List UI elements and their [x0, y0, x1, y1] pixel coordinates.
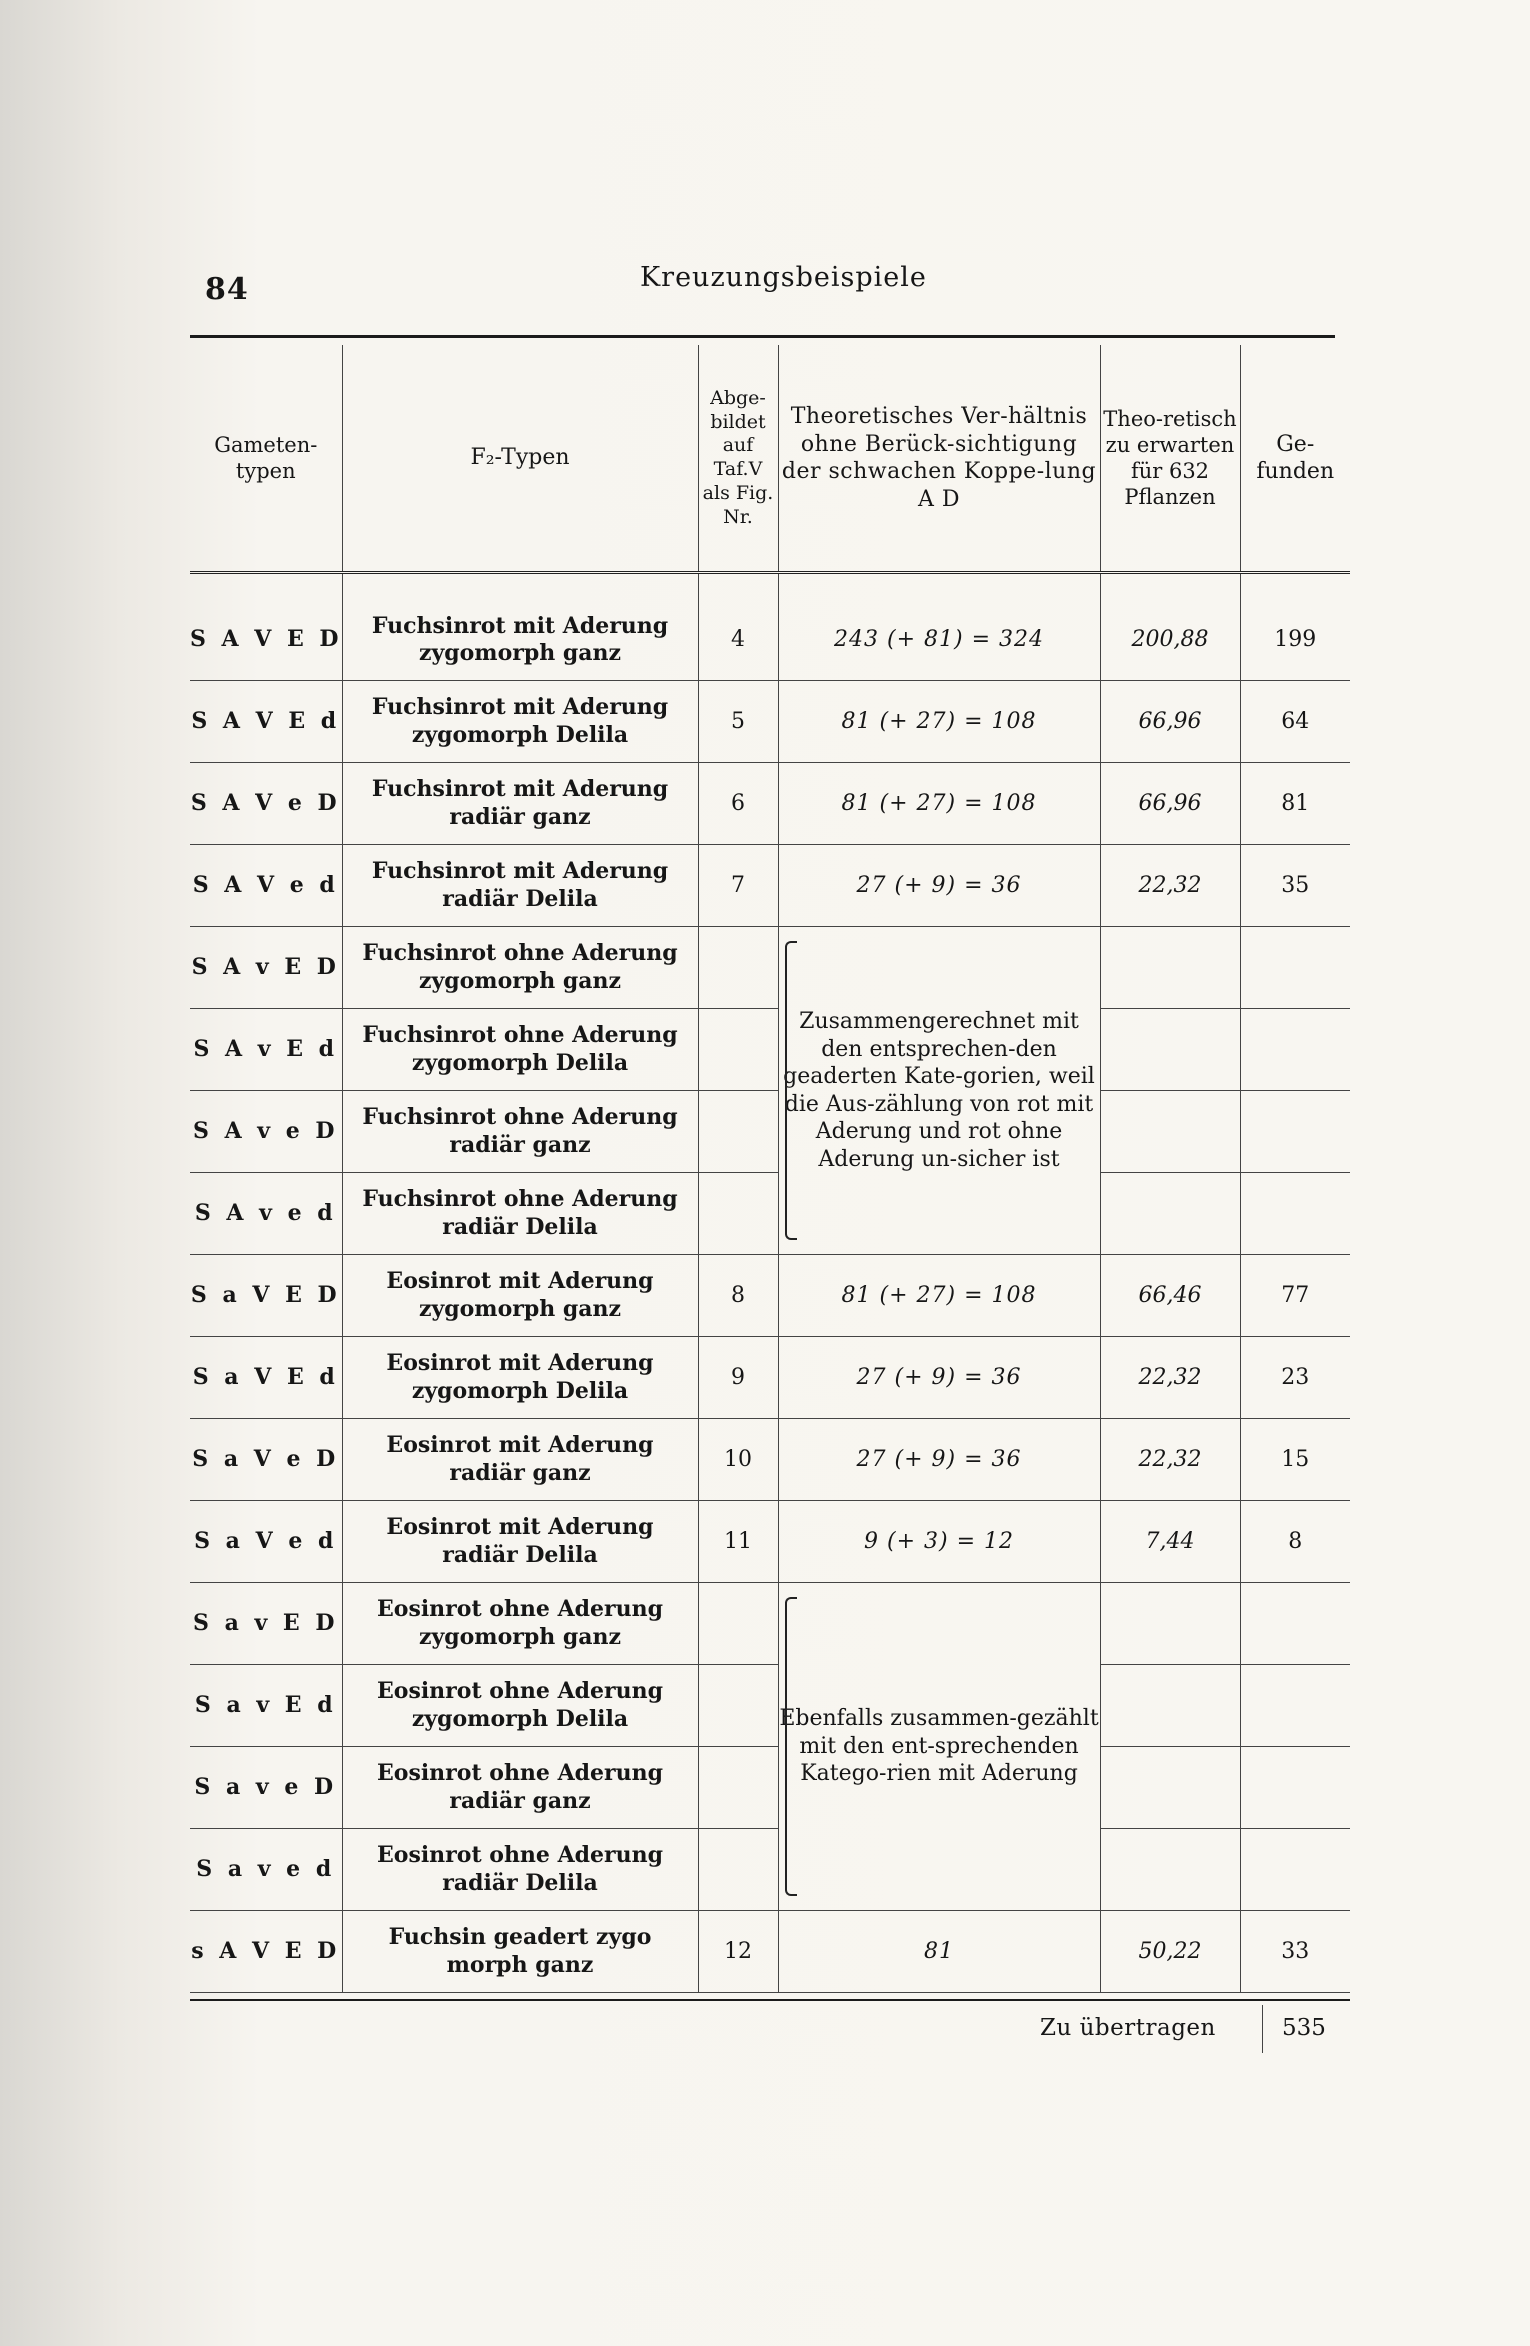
running-title: Kreuzungsbeispiele — [640, 262, 927, 293]
type-cell — [342, 1829, 698, 1911]
type-cell — [342, 1747, 698, 1829]
theoretical-ratio-cell: 9 (+ 3) = 12 — [778, 1501, 1100, 1583]
table-row — [190, 1173, 1350, 1255]
table-row — [190, 1337, 1350, 1419]
expected-cell: 66,96 — [1100, 681, 1240, 763]
type-line: zygomorph ganz — [418, 967, 622, 994]
table-row — [190, 681, 1350, 763]
top-rule — [190, 335, 1335, 338]
type-cell — [342, 1173, 698, 1255]
table-row — [190, 1583, 1350, 1665]
type-line: radiär ganz — [449, 1131, 591, 1158]
table-row — [190, 927, 1350, 1009]
figure-cell: 5 — [698, 681, 778, 763]
type-line: zygomorph Delila — [411, 721, 629, 748]
header-theoretisch-erwartet: Theo-retisch zu erwarten für 632 Pflanzen — [1100, 345, 1240, 573]
figure-cell: 7 — [698, 845, 778, 927]
gamete-cell: S A v e d — [190, 1173, 342, 1255]
type-line: radiär ganz — [449, 803, 591, 830]
table-row — [190, 1747, 1350, 1829]
type-line: Eosinrot ohne Aderung — [377, 1678, 663, 1704]
found-cell: 35 — [1240, 845, 1350, 927]
found-cell: 23 — [1240, 1337, 1350, 1419]
gamete-cell: S a v E d — [190, 1665, 342, 1747]
gamete-cell: S A V e D — [190, 763, 342, 845]
found-cell-empty — [1240, 1747, 1350, 1829]
type-line: Eosinrot ohne Aderung — [377, 1596, 663, 1622]
expected-cell: 200,88 — [1100, 573, 1240, 681]
table-row — [190, 573, 1350, 681]
gamete-cell: S a v E D — [190, 1583, 342, 1665]
figure-cell-empty — [698, 1091, 778, 1173]
expected-cell-empty — [1100, 1009, 1240, 1091]
figure-cell: 10 — [698, 1419, 778, 1501]
crossing-table — [190, 345, 1350, 1993]
type-line: Fuchsinrot mit Aderung — [371, 612, 669, 639]
type-line: Eosinrot mit Aderung — [386, 1350, 654, 1376]
figure-cell: 9 — [698, 1337, 778, 1419]
gamete-cell: S a v e D — [190, 1747, 342, 1829]
page-number: 84 — [205, 272, 249, 307]
table-header-row — [190, 345, 1350, 573]
table-row — [190, 1911, 1350, 1993]
gamete-cell: S A v E D — [190, 927, 342, 1009]
expected-cell-empty — [1100, 927, 1240, 1009]
figure-cell-empty — [698, 1173, 778, 1255]
expected-cell-empty — [1100, 1829, 1240, 1911]
table-row — [190, 1501, 1350, 1583]
header-gametentypen: Gameten-typen — [190, 345, 342, 573]
figure-cell-empty — [698, 1829, 778, 1911]
expected-cell: 22,32 — [1100, 845, 1240, 927]
table-row — [190, 1829, 1350, 1911]
gamete-cell: S A V E d — [190, 681, 342, 763]
figure-cell-empty — [698, 1583, 778, 1665]
type-line: radiär ganz — [449, 1459, 591, 1486]
type-line: radiär Delila — [442, 885, 598, 912]
type-cell — [342, 573, 698, 681]
gamete-cell: s A V E D — [190, 1911, 342, 1993]
table-row — [190, 1255, 1350, 1337]
bottom-rule — [190, 1999, 1350, 2001]
header-gefunden: Ge-funden — [1240, 345, 1350, 573]
type-line: zygomorph ganz — [418, 1295, 622, 1322]
figure-cell: 8 — [698, 1255, 778, 1337]
gamete-cell: S a V E D — [190, 1255, 342, 1337]
type-cell — [342, 1337, 698, 1419]
type-line: radiär ganz — [449, 1787, 591, 1814]
carry-over-value: 535 — [1282, 2015, 1326, 2041]
found-cell-empty — [1240, 1173, 1350, 1255]
type-line: Fuchsinrot mit Aderung — [371, 858, 669, 884]
theoretical-ratio-cell: 243 (+ 81) = 324 — [778, 573, 1100, 681]
curly-brace — [785, 941, 797, 1240]
theoretical-ratio-cell: 27 (+ 9) = 36 — [778, 1337, 1100, 1419]
type-line: zygomorph ganz — [418, 640, 622, 666]
group-note-cell — [778, 927, 1100, 1255]
expected-cell: 22,32 — [1100, 1337, 1240, 1419]
type-cell — [342, 1665, 698, 1747]
carry-over-label: Zu übertragen — [1040, 2015, 1216, 2041]
expected-cell-empty — [1100, 1091, 1240, 1173]
header-f2-typen: F₂-Typen — [342, 345, 698, 573]
type-line: Fuchsinrot mit Aderung — [371, 776, 669, 802]
figure-cell-empty — [698, 927, 778, 1009]
found-cell: 64 — [1240, 681, 1350, 763]
type-line: Eosinrot mit Aderung — [386, 1432, 654, 1458]
type-line: zygomorph Delila — [411, 1049, 629, 1076]
found-cell-empty — [1240, 1665, 1350, 1747]
figure-cell-empty — [698, 1009, 778, 1091]
header-theoretisches-verhaeltnis: Theoretisches Ver-hältnis ohne Berück-sichtigung der schwachen Koppe-lung A D — [778, 345, 1100, 573]
type-line: Fuchsinrot ohne Aderung — [362, 1104, 678, 1130]
group-note: Ebenfalls zusammen-gezählt mit den ent-sprechenden Katego-rien mit Aderung — [779, 1706, 1099, 1787]
type-cell — [342, 1911, 698, 1993]
type-line: Eosinrot ohne Aderung — [377, 1760, 663, 1786]
gamete-cell: S a V E d — [190, 1337, 342, 1419]
type-line: zygomorph ganz — [418, 1623, 622, 1650]
expected-cell-empty — [1100, 1747, 1240, 1829]
theoretical-ratio-cell: 27 (+ 9) = 36 — [778, 845, 1100, 927]
figure-cell-empty — [698, 1747, 778, 1829]
type-line: Fuchsinrot ohne Aderung — [362, 1186, 678, 1212]
expected-cell: 7,44 — [1100, 1501, 1240, 1583]
gamete-cell: S A V e d — [190, 845, 342, 927]
figure-cell: 6 — [698, 763, 778, 845]
theoretical-ratio-cell: 81 (+ 27) = 108 — [778, 763, 1100, 845]
type-line: Eosinrot ohne Aderung — [377, 1842, 663, 1868]
gamete-cell: S a v e d — [190, 1829, 342, 1911]
expected-cell: 66,96 — [1100, 763, 1240, 845]
type-cell — [342, 1255, 698, 1337]
found-cell: 199 — [1240, 573, 1350, 681]
type-line: Fuchsinrot ohne Aderung — [362, 1022, 678, 1048]
type-line: Eosinrot mit Aderung — [386, 1268, 654, 1294]
figure-cell-empty — [698, 1665, 778, 1747]
type-cell — [342, 681, 698, 763]
carry-over-separator — [1262, 2005, 1263, 2053]
gamete-cell: S A v e D — [190, 1091, 342, 1173]
gamete-cell: S a V e d — [190, 1501, 342, 1583]
type-line: radiär Delila — [442, 1541, 598, 1568]
figure-cell: 11 — [698, 1501, 778, 1583]
table-row — [190, 1419, 1350, 1501]
type-cell — [342, 845, 698, 927]
expected-cell-empty — [1100, 1173, 1240, 1255]
type-cell — [342, 927, 698, 1009]
found-cell-empty — [1240, 1091, 1350, 1173]
figure-cell: 4 — [698, 573, 778, 681]
found-cell: 15 — [1240, 1419, 1350, 1501]
found-cell-empty — [1240, 1829, 1350, 1911]
type-cell — [342, 1091, 698, 1173]
type-cell — [342, 1583, 698, 1665]
expected-cell-empty — [1100, 1583, 1240, 1665]
type-line: morph ganz — [446, 1951, 594, 1978]
theoretical-ratio-cell: 81 (+ 27) = 108 — [778, 1255, 1100, 1337]
expected-cell-empty — [1100, 1665, 1240, 1747]
type-line: Eosinrot mit Aderung — [386, 1514, 654, 1540]
type-cell — [342, 763, 698, 845]
found-cell: 8 — [1240, 1501, 1350, 1583]
table-row — [190, 1091, 1350, 1173]
group-note-cell — [778, 1583, 1100, 1911]
gamete-cell: S A V E D — [190, 573, 342, 681]
type-line: radiär Delila — [442, 1213, 598, 1240]
found-cell: 81 — [1240, 763, 1350, 845]
table-row — [190, 845, 1350, 927]
expected-cell: 66,46 — [1100, 1255, 1240, 1337]
header-abgebildet: Abge-bildet auf Taf.V als Fig. Nr. — [698, 345, 778, 573]
type-line: Fuchsin geadert zygo — [388, 1924, 652, 1950]
group-note: Zusammengerechnet mit den entsprechen-den geaderten Kate-gorien, weil die Aus-zählung von rot mit Aderung und rot ohne Aderung un-sicher ist — [783, 1009, 1095, 1172]
figure-cell: 12 — [698, 1911, 778, 1993]
table-row — [190, 1009, 1350, 1091]
type-cell — [342, 1009, 698, 1091]
found-cell: 77 — [1240, 1255, 1350, 1337]
theoretical-ratio-cell: 81 — [778, 1911, 1100, 1993]
found-cell-empty — [1240, 927, 1350, 1009]
curly-brace — [785, 1597, 797, 1896]
found-cell: 33 — [1240, 1911, 1350, 1993]
table-row — [190, 1665, 1350, 1747]
type-line: radiär Delila — [442, 1869, 598, 1896]
type-line: Fuchsinrot ohne Aderung — [362, 940, 678, 966]
found-cell-empty — [1240, 1583, 1350, 1665]
type-cell — [342, 1419, 698, 1501]
gamete-cell: S A v E d — [190, 1009, 342, 1091]
type-cell — [342, 1501, 698, 1583]
gamete-cell: S a V e D — [190, 1419, 342, 1501]
theoretical-ratio-cell: 27 (+ 9) = 36 — [778, 1419, 1100, 1501]
type-line: zygomorph Delila — [411, 1377, 629, 1404]
type-line: Fuchsinrot mit Aderung — [371, 694, 669, 720]
type-line: zygomorph Delila — [411, 1705, 629, 1732]
table-row — [190, 763, 1350, 845]
expected-cell: 22,32 — [1100, 1419, 1240, 1501]
expected-cell: 50,22 — [1100, 1911, 1240, 1993]
found-cell-empty — [1240, 1009, 1350, 1091]
theoretical-ratio-cell: 81 (+ 27) = 108 — [778, 681, 1100, 763]
